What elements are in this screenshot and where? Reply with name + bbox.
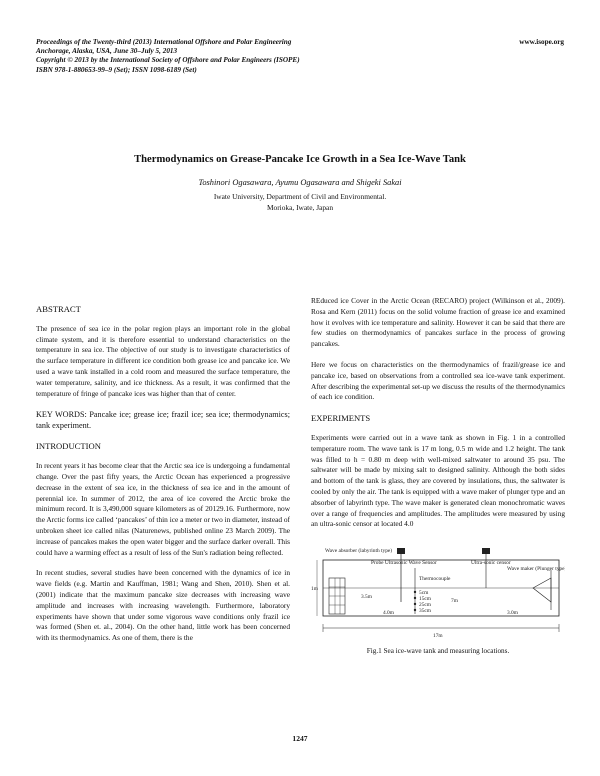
label-ultrasonic: Ultra-sonic censor bbox=[471, 560, 511, 567]
experiments-heading: EXPERIMENTS bbox=[311, 413, 371, 424]
label-dist-3: 7m bbox=[451, 598, 458, 605]
label-thermocouple: Thermocouple bbox=[419, 576, 451, 583]
header-line-1: Proceedings of the Twenty-third (2013) International Offshore and Polar Engineering bbox=[36, 38, 292, 46]
header-line-3: Copyright © 2013 by the International Society of Offshore and Polar Engineers (ISOPE) bbox=[36, 56, 300, 65]
abstract-heading: ABSTRACT bbox=[36, 304, 81, 314]
label-absorber: Wave absorber (labyrinth type) bbox=[325, 548, 393, 555]
tank-diagram bbox=[311, 540, 565, 640]
proceedings-header bbox=[36, 38, 564, 75]
right-column bbox=[311, 296, 565, 655]
left-column bbox=[36, 292, 290, 654]
wave-maker bbox=[533, 578, 551, 602]
label-depth-25: 25cm bbox=[419, 602, 431, 609]
label-wavemaker: Wave maker (Plunger type) bbox=[507, 566, 565, 573]
page-number: 1247 bbox=[292, 734, 308, 743]
label-dist-4: 3.0m bbox=[507, 610, 518, 617]
affiliation-line-2: Morioka, Iwate, Japan bbox=[266, 203, 334, 212]
introduction-heading: INTRODUCTION bbox=[36, 441, 101, 452]
header-site-url[interactable]: www.isope.org bbox=[519, 38, 564, 46]
label-tank-length: 17m bbox=[433, 633, 443, 640]
label-height: 1m bbox=[311, 586, 318, 593]
experiments-paragraph-1: Experiments were carried out in a wave tank as shown in Fig. 1 in a controlled temperature room. The wave tank is 17 m long, 0.5 m wide and 1.2 height. The tank was filled to h = 0.80 m deep with well-mixed saltwater to around 35 psu. The saltwater will be made by mixing salt to designed salinity. Although the both sides and bottom of the tank is glass, they are covered by insulations, thus, the saltwater is cooled by only the air. The tank is equipped with a wave maker of plunger type and an absorber of labyrinth type. The wave maker is generated clean monochromatic waves over a range of frequencies and amplitudes. The amplitudes were measured by using an ultra-sonic censor at located 4.0 bbox=[311, 432, 565, 529]
right-paragraph-2: Here we focus on characteristics on the thermodynamics of frazil/grease ice and pancake ice, based on observations from a controlled sea ice-wave tank experiment. After describing the experimental set-up we discuss the results of the thermodynamics of each ice condition. bbox=[311, 359, 565, 402]
ultrasonic-censor-icon bbox=[482, 548, 490, 554]
figure-1 bbox=[311, 540, 565, 655]
right-paragraph-1: REduced ice Cover in the Arctic Ocean (RECARO) project (Wilkinson et al., 2009). Rosa and Kern (2011) focus on the solid volume fraction of grease ice and examined how it evolves with ice temperature and salinity. However it can be said that there are few studies on thermodynamics of pancakes surface in the process of growing pancakes. bbox=[311, 296, 565, 349]
label-depth-35: 35cm bbox=[419, 608, 431, 615]
paper-authors: Toshinori Ogasawara, Ayumu Ogasawara and Shigeki Sakai bbox=[198, 178, 402, 187]
affiliation bbox=[36, 191, 564, 213]
introduction-paragraph-1: In recent years it has become clear that the Arctic sea ice is undergoing a fundamental change. Over the past fifty years, the Arctic Ocean has experienced a progressive decrease in the extent of sea ice, in the thickness of sea ice and in the amount of perennial ice. In summer of 2012, the area of ice covered the Arctic broke the minimum record. It is 3,490,000 square kilometers as of 20129.16. Furthermore, now the Arctic forms ice called ‘pancakes’ of thin ice a meter or two in diameter, instead of unbroken sheet ice called nilas (Naturenews, published online 23 March 2009). The increase of pancakes makes the open water bigger and the surface darker overall. This could have a warming effect as a result of less of the Sun's radiation being reflected. bbox=[36, 461, 290, 557]
ultrasonic-probe-icon bbox=[397, 548, 405, 554]
label-dist-1: 3.5m bbox=[361, 594, 372, 601]
header-line-4: ISBN 978-1-880653-99–9 (Set); ISSN 1098-6189 (Set) bbox=[36, 65, 197, 74]
label-depth-5: 5cm bbox=[419, 590, 429, 597]
label-probe: Probe Ultrasonic Wave Sensor bbox=[371, 560, 437, 567]
affiliation-line-1: Iwate University, Department of Civil and Environmental. bbox=[213, 192, 387, 201]
header-line-2: Anchorage, Alaska, USA, June 30–July 5, 2013 bbox=[36, 47, 178, 56]
label-dist-2: 4.0m bbox=[383, 610, 394, 617]
figure-caption: Fig.1 Sea ice-wave tank and measuring locations. bbox=[366, 646, 510, 655]
label-depth-15: 15cm bbox=[419, 596, 431, 603]
introduction-paragraph-2: In recent studies, several studies have been concerned with the dynamics of ice in wave fields (e.g. Martin and Kauffman, 1981; Wang and Shen, 2010). Shen et al. (2001) indicate that the maximum pancake size decreases with increasing wave amplitude and increases with increasing wavelength. Furthermore, laboratory experiments have shown that under some vigorous wave conditions only frazil ice was formed (Shen et. al., 2004). On the other hand, little work has been concerned with its thermodynamics. As one of them, there is the bbox=[36, 568, 290, 643]
paper-title: Thermodynamics on Grease-Pancake Ice Growth in a Sea Ice-Wave Tank bbox=[134, 154, 466, 165]
abstract-text: The presence of sea ice in the polar region plays an important role in the global climate system, and it is therefore essential to understand characteristics on the temperature in sea ice. The objective of our study is to investigate characteristics of the surface temperature in different ice condition both grease ice and pancake ice. We used a wave tank installed in a cold room and measured the surface temperature, the water temperature, salinity, and ice thickness. As a result, it was confirmed that the temperature of fringe of pancake ices was higher than that of center. bbox=[36, 323, 290, 398]
keywords: KEY WORDS: Pancake ice; grease ice; frazil ice; sea ice; thermodynamics; tank experiment. bbox=[36, 410, 290, 431]
